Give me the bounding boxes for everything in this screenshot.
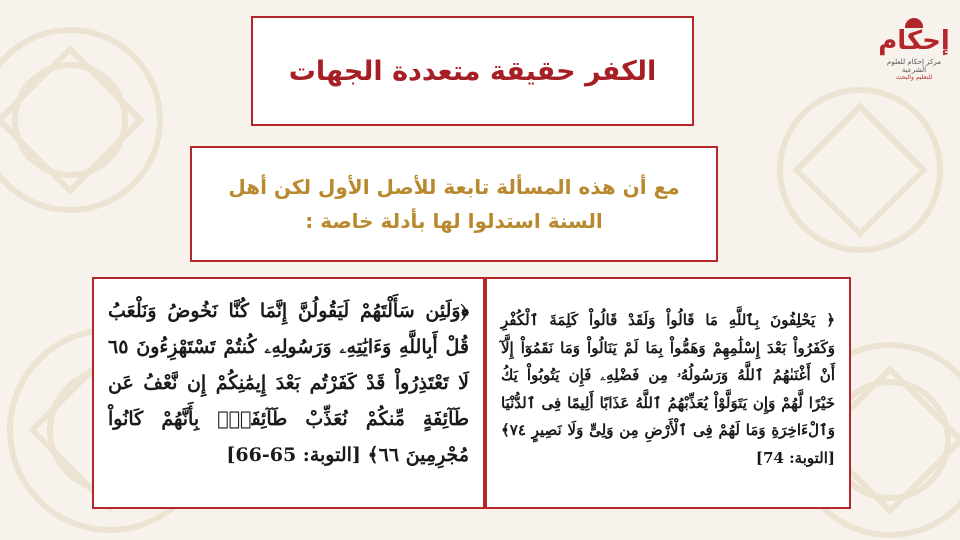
verse-text-right: ﴿ يَحْلِفُونَ بِٱللَّهِ مَا قَالُواْ وَلَقَدْ قَالُواْ كَلِمَةَ ٱلْكُفْرِ وَكَفَرُواْ بَعْدَ إِسْلَٰمِهِمْ وَهَمُّواْ بِمَا لَمْ يَنَالُواْ وَمَا نَقَمُوٓاْ إِلَّآ أَنْ أَغْنَىٰهُمُ ٱللَّهُ وَرَسُولُهُۥ مِن فَضْلِهِۦ فَإِن يَتُوبُواْ يَكُ خَيْرًا لَّهُمْ وَإِن يَتَوَلَّوْاْ يُعَذِّبْهُمُ ٱللَّهُ عَذَابًا أَلِيمًا فِى ٱلدُّنْيَا وَٱلْءَاخِرَةِ وَمَا لَهُمْ فِى ٱلْأَرْضِ مِن وَلِىٍّ وَلَا نَصِيرٍ ٧٤﴾ [التوبة: 74]	[501, 311, 835, 467]
intro-text: مع أن هذه المسألة تابعة للأصل الأول لكن أهل السنة استدلوا لها بأدلة خاصة :	[228, 175, 680, 233]
verse-box-right	[485, 277, 851, 509]
verse-text-left: ﴿وَلَئِن سَأَلْتَهُمْ لَيَقُولُنَّ إِنَّمَا كُنَّا نَخُوضُ وَنَلْعَبُ قُلْ أَبِاللَّهِ وَءَايَٰتِهِۦ وَرَسُولِهِۦ كُنتُمْ تَسْتَهْزِءُونَ ٦٥ لَا تَعْتَذِرُواْ قَدْ كَفَرْتُم بَعْدَ إِيمَٰنِكُمْ إِن نَّعْفُ عَن طَآئِفَةٍ مِّنكُمْ نُعَذِّبْ طَآئِفَةًۢ بِأَنَّهُمْ كَانُواْ مُجْرِمِينَ ٦٦﴾ [التوبة: 65-66]	[108, 300, 469, 466]
verse-box-left	[92, 277, 485, 509]
title-box	[251, 16, 694, 126]
logo	[878, 18, 950, 98]
slide-title: الكفر حقيقة متعددة الجهات	[288, 55, 657, 87]
logo-tagline: للتعليم والبحث	[895, 74, 933, 81]
logo-subtitle: مركز إحكام للعلوم الشرعية	[887, 58, 941, 74]
intro-box	[190, 146, 718, 262]
logo-mark: إحكام	[878, 26, 950, 56]
